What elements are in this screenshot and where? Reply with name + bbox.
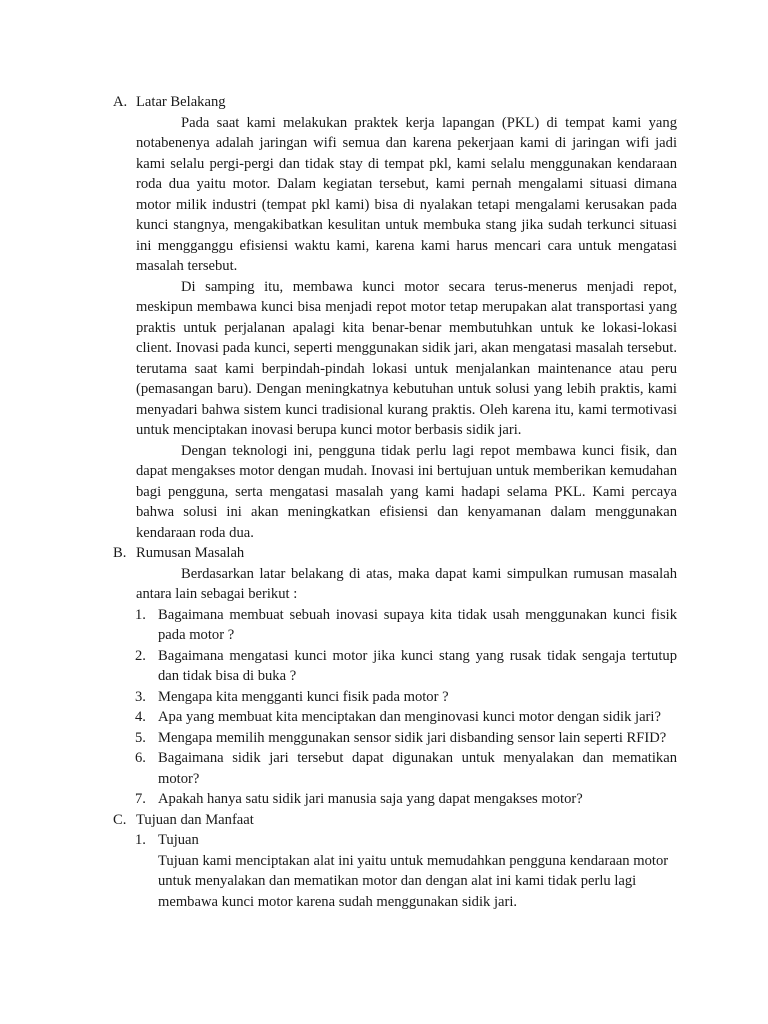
list-item-number: 7.	[135, 791, 146, 807]
list-item-text: Apakah hanya satu sidik jari manusia saja yang dapat mengakses motor?	[158, 791, 583, 807]
subsection-heading	[135, 830, 677, 851]
section-c-heading	[0, 810, 768, 831]
subsection-body: Tujuan kami menciptakan alat ini yaitu untuk memudahkan pengguna kendaraan motor untuk menyalakan dan mematikan motor dan dengan alat ini kami tidak perlu lagi membawa kunci motor karena sudah menggunakan sidik jari.	[158, 852, 669, 910]
section-c-title: Tujuan dan Manfaat	[136, 811, 254, 828]
list-item-text: Mengapa memilih menggunakan sensor sidik jari disbanding sensor lain seperti RFID?	[158, 729, 667, 746]
section-b-letter: B.	[113, 545, 127, 561]
section-a-title: Latar Belakang	[136, 94, 226, 110]
list-item-number: 4.	[135, 709, 146, 725]
document-body	[0, 92, 768, 912]
list-item-text: Bagaimana sidik jari tersebut dapat digunakan untuk menyalakan dan mematikan motor?	[158, 750, 677, 787]
subsection-title: Tujuan	[158, 832, 199, 848]
list-item	[135, 605, 677, 646]
list-item-number: 3.	[135, 688, 146, 705]
list-item	[135, 707, 677, 728]
list-item-text: Mengapa kita mengganti kunci fisik pada motor ?	[158, 688, 449, 705]
list-item	[135, 646, 677, 687]
section-b-title: Rumusan Masalah	[136, 545, 245, 561]
subsection-number: 1.	[135, 832, 146, 848]
section-a-letter: A.	[113, 94, 128, 110]
list-item-number: 1.	[135, 606, 146, 623]
problem-list	[0, 605, 768, 810]
section-c-letter: C.	[113, 811, 127, 828]
list-item-text: Bagaimana mengatasi kunci motor jika kunci stang yang rusak tidak sengaja tertutup dan tidak bisa di buka ?	[158, 647, 677, 684]
list-item-text: Apa yang membuat kita menciptakan dan menginovasi kunci motor dengan sidik jari?	[158, 709, 661, 725]
list-item-number: 2.	[135, 647, 146, 664]
section-a-paragraph-3: Dengan teknologi ini, pengguna tidak perlu lagi repot membawa kunci fisik, dan dapat mengakses motor dengan mudah. Inovasi ini bertujuan untuk memberikan kemudahan bagi pengguna, serta mengatasi masalah yang kami hadapi selama PKL. Kami percaya bahwa solusi ini akan meningkatkan efisiensi dan kenyamanan dalam menggunakan kendaraan roda dua.	[136, 442, 677, 541]
section-a-heading	[0, 92, 768, 113]
list-item	[135, 748, 677, 789]
section-a-paragraph-1: Pada saat kami melakukan praktek kerja lapangan (PKL) di tempat kami yang notabenenya adalah jaringan wifi semua dan karena pekerjaan kami di jaringan wifi jadi kami selalu pergi-pergi dan tidak stay di tempat pkl, kami selalu menggunakan kendaraan roda dua yaitu motor. Dalam kegiatan tersebut, kami pernah mengalami situasi dimana motor milik industri (tempat pkl kami) bisa di nyalakan tetapi mengalami kerusakan pada kunci stangnya, mengakibatkan kesulitan untuk membuka stang jika sudah terkunci situasi ini mengganggu efisiensi waktu kami, karena kami harus mencari cara untuk mengatasi masalah tersebut.	[136, 114, 677, 274]
list-item	[135, 728, 677, 749]
list-item	[135, 789, 677, 810]
section-b-intro: Berdasarkan latar belakang di atas, maka dapat kami simpulkan rumusan masalah antara lain sebagai berikut :	[136, 565, 677, 602]
list-item-number: 5.	[135, 729, 146, 746]
list-item-number: 6.	[135, 750, 146, 766]
list-item-text: Bagaimana membuat sebuah inovasi supaya kita tidak usah menggunakan kunci fisik pada motor ?	[158, 606, 677, 643]
section-b-heading	[0, 543, 768, 564]
section-a-paragraph-2: Di samping itu, membawa kunci motor secara terus-menerus menjadi repot, meskipun membawa kunci bisa menjadi repot motor tetap merupakan alat transportasi yang praktis untuk perjalanan apalagi kita benar-benar membutuhkan untuk ke lokasi-lokasi client. Inovasi pada kunci, seperti menggunakan sidik jari, akan mengatasi masalah tersebut. terutama saat kami berpindah-pindah lokasi untuk menjalankan maintenance atau peru (pemasangan baru). Dengan meningkatnya kebutuhan untuk solusi yang lebih praktis, kami menyadari bahwa sistem kunci tradisional kurang praktis. Oleh karena itu, kami termotivasi untuk menciptakan inovasi berupa kunci motor berbasis sidik jari.	[136, 278, 677, 438]
list-item	[135, 687, 677, 708]
